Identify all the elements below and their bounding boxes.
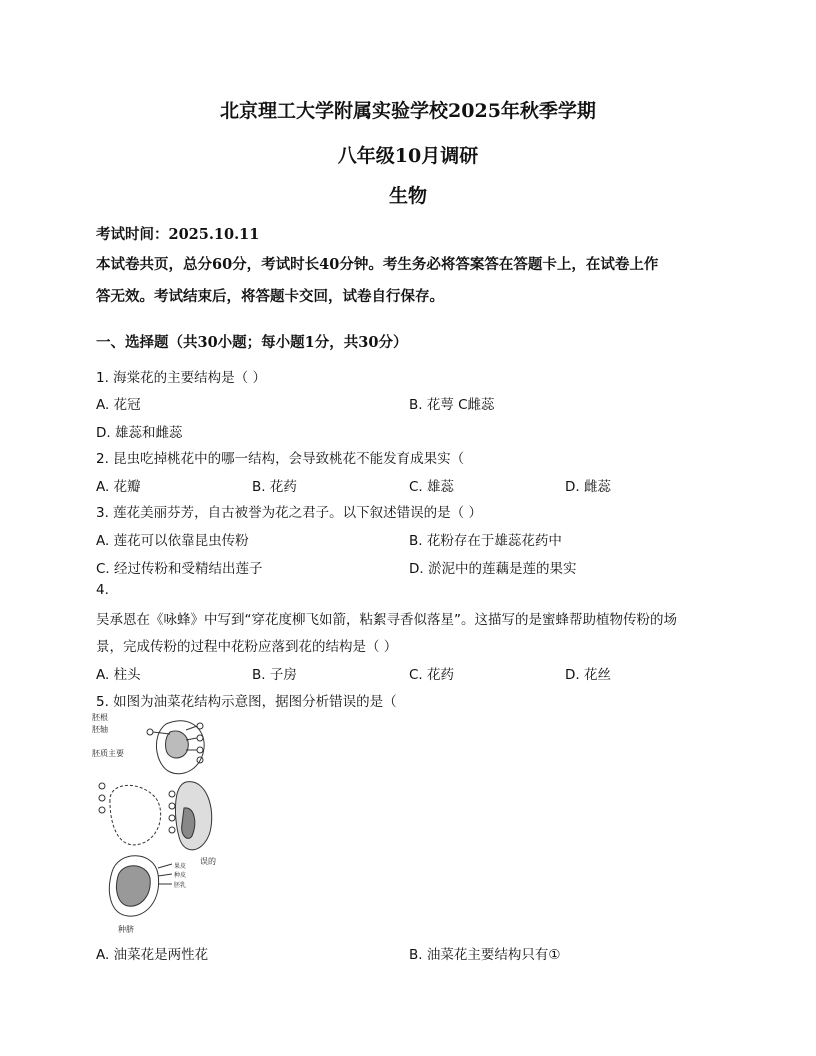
q3-option-c: C. 经过传粉和受精结出莲子 <box>96 561 263 577</box>
q5-option-a: A. 油菜花是两性花 <box>96 947 209 963</box>
question-1-stem: 1. 海棠花的主要结构是（ ） <box>96 370 266 386</box>
q3-option-a: A. 莲花可以依靠昆虫传粉 <box>96 533 249 549</box>
q4-option-d: D. 花丝 <box>565 667 611 683</box>
exam-time: 考试时间：2025.10.11 <box>96 226 260 243</box>
q3-option-b: B. 花粉存在于雄蕊花药中 <box>409 533 562 549</box>
figure-label-hypocotyl: 胚轴 <box>92 725 108 734</box>
q3-option-d: D. 淤泥中的莲藕是莲的果实 <box>409 561 577 577</box>
q2-option-b: B. 花药 <box>252 479 297 495</box>
question-4-number: 4. <box>96 582 109 598</box>
q2-option-c: C. 雄蕊 <box>409 479 455 495</box>
figure-label-embryo-main: 胚质主要 <box>92 749 124 758</box>
subject-title: 生物 <box>388 185 427 207</box>
grade-exam-title: 八年级10月调研 <box>337 145 479 167</box>
q2-option-a: A. 花瓣 <box>96 479 141 495</box>
instructions-line-1: 本试卷共页，总分60分，考试时长40分钟。考生务必将答案答在答题卡上，在试卷上作 <box>96 256 659 273</box>
q1-option-bc: B. 花萼 C雌蕊 <box>409 397 495 413</box>
school-title: 北京理工大学附属实验学校2025年秋季学期 <box>220 100 596 122</box>
figure-label-embryo-root: 胚根 <box>92 713 108 722</box>
seed-structure-figure <box>88 712 238 938</box>
question-4-stem-line-1: 吴承恩在《咏蜂》中写到“穿花度柳飞如箭，粘絮寻香似落星”。这描写的是蜜蜂帮助植物传粉的场 <box>96 612 677 628</box>
q1-option-a: A. 花冠 <box>96 397 141 413</box>
question-3-stem: 3. 莲花美丽芬芳，自古被誉为花之君子。以下叙述错误的是（ ） <box>96 505 482 521</box>
figure-label-seed-coat: 种皮 <box>174 872 187 879</box>
section-title: 一、选择题（共30小题；每小题1分，共30分） <box>96 334 408 351</box>
q5-option-b: B. 油菜花主要结构只有① <box>409 947 561 963</box>
figure-label-fragment: 误的 <box>200 857 216 866</box>
q4-option-b: B. 子房 <box>252 667 297 683</box>
figure-label-hilum: 种脐 <box>118 925 134 934</box>
q1-option-d: D. 雄蕊和雌蕊 <box>96 425 183 441</box>
figure-label-endosperm: 胚乳 <box>174 882 187 889</box>
q4-option-a: A. 柱头 <box>96 667 141 683</box>
middle-seed-outline <box>110 785 161 845</box>
figure-label-pericarp: 果皮 <box>174 863 187 870</box>
q4-option-c: C. 花药 <box>409 667 455 683</box>
q2-option-d: D. 雌蕊 <box>565 479 611 495</box>
question-2-stem: 2. 昆虫吃掉桃花中的哪一结构，会导致桃花不能发育成果实（ <box>96 451 465 467</box>
question-4-stem-line-2: 景，完成传粉的过程中花粉应落到花的结构是（ ） <box>96 639 398 655</box>
instructions-line-2: 答无效。考试结束后，将答题卡交回，试卷自行保存。 <box>96 288 444 305</box>
question-5-stem: 5. 如图为油菜花结构示意图，据图分析错误的是（ <box>96 694 397 710</box>
bean-embryo <box>166 731 189 758</box>
